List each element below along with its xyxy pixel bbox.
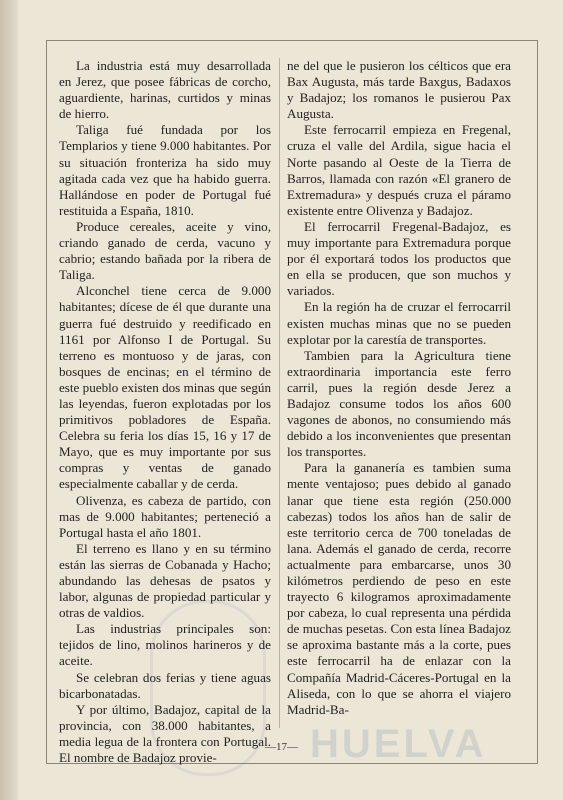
paragraph: Y por último, Badajoz, capital de la provincia, con 38.000 habitantes, a media legua de la frontera con Portugal. El nombre de Badajoz provie- <box>59 701 271 766</box>
paragraph: El terreno es llano y en su término están las sierras de Cobanada y Hacho; abundando las dehesas de psatos y labor, algunas de propiedad particular y otras de valdios. <box>59 540 271 621</box>
paragraph: Se celebran dos ferias y tiene aguas bicarbonatadas. <box>59 669 271 701</box>
left-column <box>59 58 271 766</box>
page-number: —17— <box>265 741 298 753</box>
paragraph: La industria está muy desarrollada en Jerez, que posee fábricas de corcho, aguardiente, harinas, curtidos y minas de hierro. <box>59 58 271 122</box>
paragraph: Taliga fué fundada por los Templarios y tiene 9.000 habitantes. Por su situación fronteriza ha sido muy agitada cada vez que ha habido guerra. Hallándose en poder de Portugal fué restituida a España, 1810. <box>59 122 271 218</box>
paragraph: Olivenza, es cabeza de partido, con mas de 9.000 habitantes; perteneció a Portugal hasta el año 1801. <box>59 492 271 540</box>
paragraph: Para la gananería es tambien suma mente ventajoso; pues debido al ganado lanar que tiene esta región (250.000 cabezas) todos los años han de salir de este territorio cerca de 700 toneladas de lana. Además el ganado de cerda, recorre actualmente para embarcarse, unos 30 kilómetros perdiendo de peso en este trayecto 6 kilogramos aproximadamente por cabeza, lo cual representa una pérdida de muchas pesetas. Con esta línea Badajoz se aproxima bastante más a la corte, pues este ferrocarril ha de enlazar con la Compañía Madrid-Cáceres-Portugal en la Aliseda, con lo que se ahorra el viajero Madrid-Ba- <box>287 460 511 717</box>
right-column <box>287 58 511 718</box>
page-spine <box>0 0 18 800</box>
paragraph: Alconchel tiene cerca de 9.000 habitantes; dícese de él que durante una guerra fué destruido y reedificado en 1161 por Alfonso I de Portugal. Su terreno es montuoso y de jaras, con bosques de encinas; en el término de este pueblo existen dos minas que según las leyendas, fueron explotadas por los primitivos pobladores de España. Celebra su feria los días 15, 16 y 17 de Mayo, que es muy importante por sus compras y ventas de ganado especialmente caballar y de cerda. <box>59 283 271 492</box>
watermark-text: HUELVA <box>310 722 487 766</box>
paragraph: En la región ha de cruzar el ferrocarril existen muchas minas que no se pueden explotar por la carestía de transportes. <box>287 299 511 347</box>
paragraph-continuation: ne del que le pusieron los célticos que era Bax Augusta, más tarde Baxgus, Badaxos y Badajoz; los romanos le pusierou Pax Augusta. <box>287 58 511 122</box>
column-divider <box>279 58 280 728</box>
paragraph: Este ferrocarril empieza en Fregenal, cruza el valle del Ardila, sigue hacia el Norte pasando al Oeste de la Tierra de Barros, llamada con razón «El granero de Extremadura» y después cruza el páramo existente entre Olivenza y Badajoz. <box>287 122 511 218</box>
paragraph: El ferrocarril Fregenal-Badajoz, es muy importante para Extremadura porque por él exportará todos los productos que en ella se producen, que son muchos y variados. <box>287 218 511 299</box>
paragraph: Las industrias principales son: tejidos de lino, molinos harineros y de aceite. <box>59 621 271 669</box>
paragraph: Produce cereales, aceite y vino, criando ganado de cerda, vacuno y cabrio; estando bañada por la ribera de Taliga. <box>59 218 271 283</box>
paragraph: Tambien para la Agricultura tiene extraordinaria importancia este ferro carril, pues la región desde Jerez a Badajoz consume todos los años 600 vagones de abonos, no consumiendo más debido a los inconvenientes que presentan los transportes. <box>287 347 511 460</box>
